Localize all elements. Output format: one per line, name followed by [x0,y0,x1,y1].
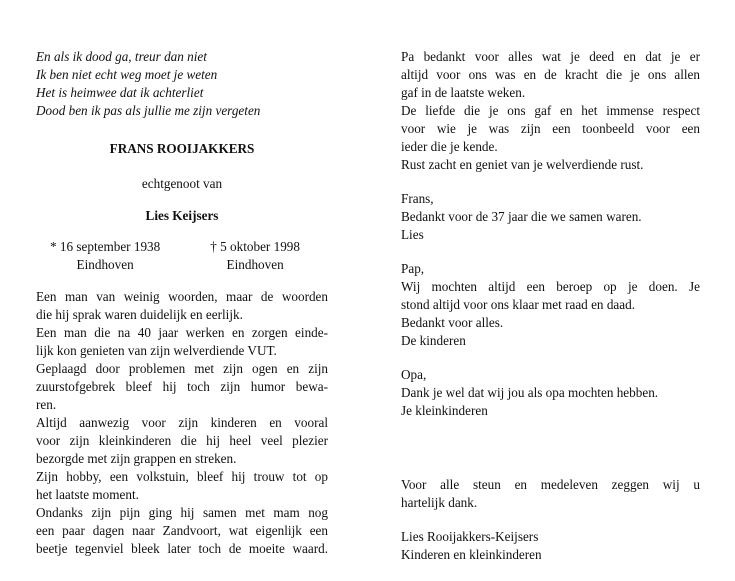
left-column [36,48,328,558]
thanks-text [401,476,700,512]
biography-line: zuurstofgebrek bleef hij toch zijn humor bewa- [36,379,328,394]
poem-line: En als ik dood ga, treur dan niet [36,49,207,64]
life-dates [36,238,328,274]
tribute-line: Rust zacht en geniet van je welverdiende rust. [401,157,644,172]
deceased-name: FRANS ROOIJAKKERS [109,141,255,156]
signature [401,528,700,564]
relation-text: echtgenoot van [141,176,223,191]
biography-line: Ondanks zijn pijn ging hij samen met mam nog [36,505,328,520]
biography-line: Altijd aanwezig voor zijn kinderen en vooral [36,415,328,430]
children-message-line: De kinderen [401,333,466,348]
signature-line: Lies Rooijakkers-Keijsers [401,529,539,544]
biography-line: beetje tegenviel bleek later toch de moeite waard. [36,541,328,556]
tribute-line: ieder die je kende. [401,139,498,154]
grandchildren-message-line: Je kleinkinderen [401,403,488,418]
wife-message-line: Bedankt voor de 37 jaar die we samen waren. [401,209,642,224]
biography-line: Zijn hobby, een volkstuin, bleef hij trouw tot op [36,469,328,484]
tribute [401,48,700,174]
grandchildren-message-line: Opa, [401,367,427,382]
poem-line: Dood ben ik pas als jullie me zijn vergeten [36,103,261,118]
death-place: Eindhoven [226,257,284,272]
grandchildren-message [401,366,700,420]
wife-message-line: Lies [401,227,424,242]
death-date: † 5 oktober 1998 [210,239,300,254]
wife-message [401,190,700,244]
biography-line: het laatste moment. [36,487,139,502]
biography-line: Geplaagd door problemen met zijn ogen en zijn [36,361,328,376]
children-message-line: stond altijd voor ons klaar met raad en daad. [401,297,636,312]
signature-line: Kinderen en kleinkinderen [401,547,542,562]
poem [36,48,328,120]
thanks-line: hartelijk dank. [401,495,478,510]
biography-line: bezorgde met zijn grappen en streken. [36,451,237,466]
tribute-line: Pa bedankt voor alles wat je deed en dat je er [401,49,700,64]
biography-line: Een man van weinig woorden, maar de woorden [36,289,328,304]
thanks-line: Voor alle steun en medeleven zeggen wij u [401,477,700,492]
wife-message-line: Frans, [401,191,434,206]
death-block [210,238,300,274]
birth-block [50,238,160,274]
children-message-line: Bedankt voor alles. [401,315,504,330]
biography-line: voor zijn kleinkinderen die hij heel veel plezier [36,433,328,448]
right-column [401,48,700,564]
poem-line: Ik ben niet echt weg moet je weten [36,67,218,82]
spouse-name: Lies Keijsers [145,208,219,223]
children-message-line: Wij mochten altijd een beroep op je doen. Je [401,279,700,294]
birth-date: * 16 september 1938 [50,239,161,254]
children-message-line: Pap, [401,261,425,276]
tribute-line: voor wie je was zijn een toonbeeld voor een [401,121,700,136]
grandchildren-message-line: Dank je wel dat wij jou als opa mochten hebben. [401,385,659,400]
biography-line: een paar dagen naar Zandvoort, wat eigenlijk een [36,523,328,538]
biography-line: ren. [36,397,57,412]
biography-line: Een man die na 40 jaar werken en zorgen einde- [36,325,328,340]
tribute-line: gaf in de laatste weken. [401,85,526,100]
poem-line: Het is heimwee dat ik achterliet [36,85,204,100]
biography-line: die hij sprak waren duidelijk en eerlijk. [36,307,243,322]
tribute-line: De liefde die je ons gaf en het immense respect [401,103,700,118]
tribute-line: altijd voor ons was en de kracht die je ons allen [401,67,700,82]
biography-line: lijk kon genieten van zijn welverdiende VUT. [36,343,277,358]
birth-place: Eindhoven [76,257,134,272]
biography [36,288,328,558]
children-message [401,260,700,350]
